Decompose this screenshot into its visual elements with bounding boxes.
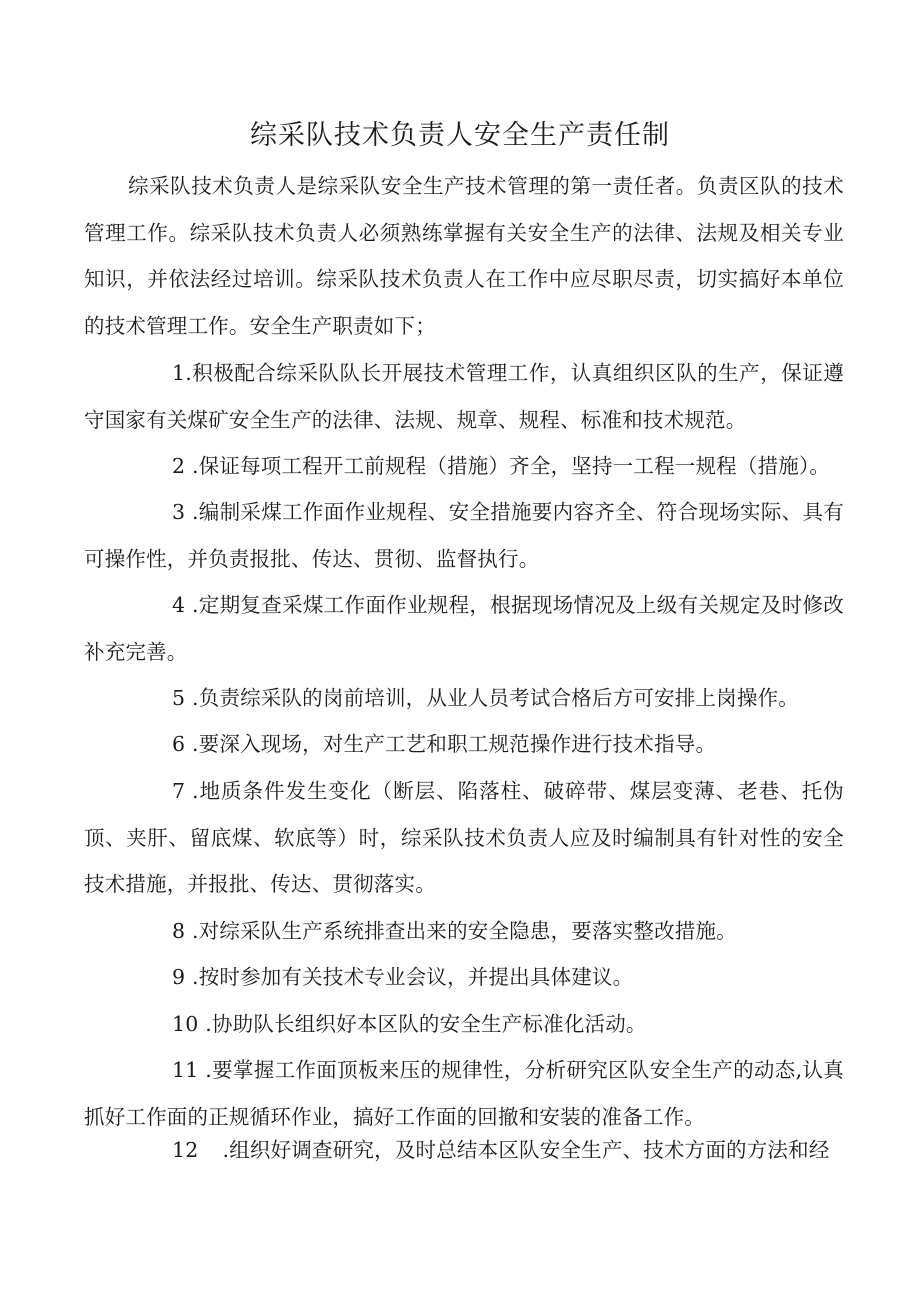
- item-number: 6 .: [172, 732, 199, 756]
- list-item: [84, 721, 844, 768]
- item-number: 11 .: [172, 1058, 212, 1082]
- item-number: 12: [172, 1138, 199, 1162]
- list-item: [84, 443, 844, 490]
- item-number: 9 .: [172, 965, 199, 989]
- list-item: [84, 675, 844, 722]
- item-text: 地质条件发生变化（断层、陷落柱、破碎带、煤层变薄、老巷、托伪顶、夹肝、留底煤、软底等）时，综采队技术负责人应及时编制具有针对性的安全技术措施，并报批、传达、贯彻落实。: [84, 779, 844, 896]
- item-text: 定期复查采煤工作面作业规程，根据现场情况及上级有关规定及时修改补充完善。: [84, 593, 844, 664]
- item-number: 8 .: [172, 919, 199, 943]
- list-item: [84, 1001, 844, 1048]
- document-title: 综采队技术负责人安全生产责任制: [250, 120, 670, 151]
- item-text: 按时参加有关技术专业会议，并提出具体建议。: [198, 965, 634, 989]
- item-text: .组织好调查研究，及时总结本区队安全生产、技术方面的方法和经: [222, 1138, 830, 1162]
- intro-paragraph: 综采队技术负责人是综采队安全生产技术管理的第一责任者。负责区队的技术管理工作。综采队技术负责人必须熟练掌握有关安全生产的法律、法规及相关专业知识，并依法经过培训。综采队技术负责人在工作中应尽职尽责，切实搞好本单位的技术管理工作。安全生产职责如下；: [84, 174, 844, 338]
- list-item: [84, 582, 844, 675]
- item-text: 负责综采队的岗前培训，从业人员考试合格后方可安排上岗操作。: [198, 686, 799, 710]
- list-item: [84, 908, 844, 955]
- item-number: 5 .: [172, 686, 199, 710]
- item-number: 10 .: [172, 1012, 212, 1036]
- list-item: [84, 954, 844, 1001]
- list-item: [84, 350, 844, 443]
- item-text: 编制采煤工作面作业规程、安全措施要内容齐全、符合现场实际、具有可操作性，并负责报批、传达、贯彻、监督执行。: [84, 500, 844, 571]
- item-text: 要深入现场，对生产工艺和职工规范操作进行技术指导。: [198, 732, 717, 756]
- item-text: 保证每项工程开工前规程（措施）齐全，坚持一工程一规程（措施）。: [198, 454, 831, 478]
- item-number: 4 .: [172, 593, 199, 617]
- item-number: 1.: [172, 361, 192, 385]
- list-item: [84, 768, 844, 908]
- item-number: 7 .: [172, 779, 199, 803]
- item-text: 对综采队生产系统排查出来的安全隐患，要落实整改措施。: [198, 919, 737, 943]
- item-text: 积极配合综采队队长开展技术管理工作，认真组织区队的生产，保证遵守国家有关煤矿安全生产的法律、法规、规章、规程、标准和技术规范。: [84, 361, 844, 432]
- item-text: 要掌握工作面顶板来压的规律性，分析研究区队安全生产的动态,认真抓好工作面的正规循环作业，搞好工作面的回撤和安装的准备工作。: [84, 1058, 844, 1129]
- item-text: 协助队长组织好本区队的安全生产标准化活动。: [211, 1012, 647, 1036]
- item-number: 3 .: [172, 500, 199, 524]
- list-item: [84, 489, 844, 582]
- list-item: [84, 1127, 844, 1174]
- item-number: 2 .: [172, 454, 199, 478]
